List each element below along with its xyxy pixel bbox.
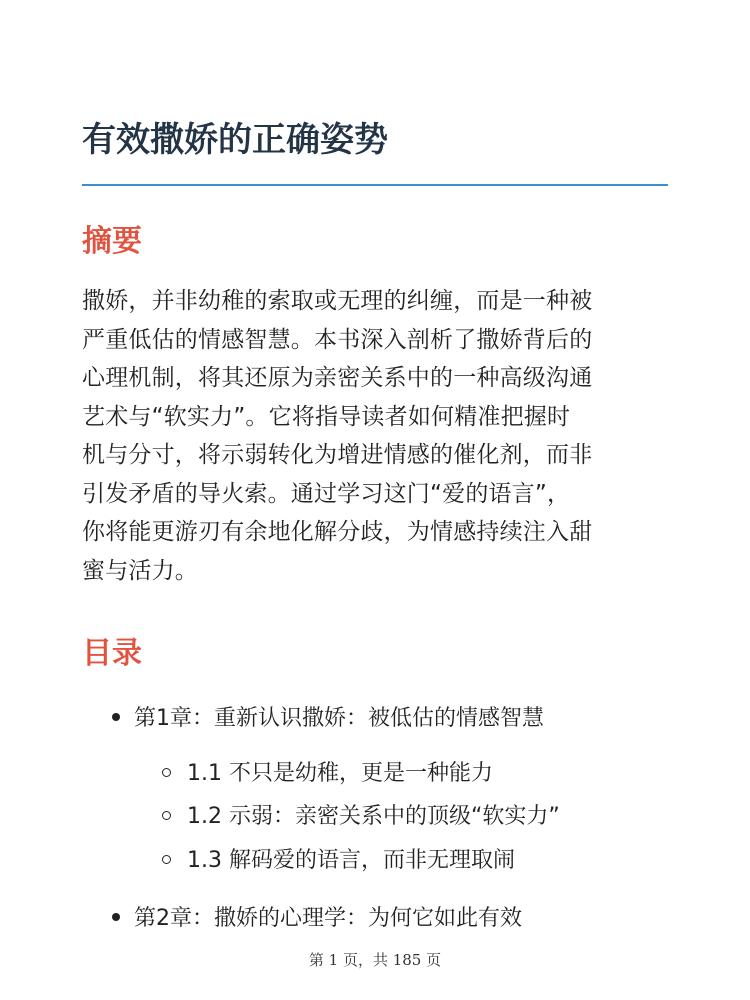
- toc-section-1-3[interactable]: [162, 845, 515, 877]
- toc-section-label: 1.1 不只是幼稚，更是一种能力: [187, 761, 493, 786]
- toc-chapter-1[interactable]: [112, 703, 544, 735]
- toc-chapter-label: 第1章：重新认识撒娇：被低估的情感智慧: [134, 706, 544, 731]
- toc-chapter-label: 第2章：撒娇的心理学：为何它如此有效: [134, 906, 522, 931]
- page-number-footer: 第 1 页，共 185 页: [308, 951, 442, 969]
- toc-chapter-2[interactable]: [112, 903, 522, 935]
- bullet-icon: [112, 713, 120, 721]
- circle-bullet-icon: [162, 811, 171, 820]
- abstract-line: 严重低估的情感智慧。本书深入剖析了撒娇背后的: [82, 326, 593, 353]
- document-title: 有效撒娇的正确姿势: [82, 120, 388, 160]
- abstract-line: 你将能更游刃有余地化解分歧，为情感持续注入甜: [82, 519, 593, 545]
- abstract-line: 心理机制，将其还原为亲密关系中的一种高级沟通: [82, 365, 593, 391]
- bullet-icon: [112, 913, 120, 921]
- toc-heading: 目录: [82, 636, 142, 671]
- title-divider: [82, 184, 668, 186]
- abstract-paragraph: [82, 282, 672, 590]
- circle-bullet-icon: [162, 855, 171, 864]
- abstract-line: 引发矛盾的导火索。通过学习这门“爱的语言”，: [82, 480, 571, 507]
- abstract-line: 蜜与活力。: [82, 557, 198, 584]
- abstract-heading: 摘要: [82, 224, 142, 259]
- toc-section-label: 1.3 解码爱的语言，而非无理取闹: [187, 848, 515, 873]
- abstract-line: 撒娇，并非幼稚的索取或无理的纠缠，而是一种被: [82, 288, 593, 314]
- abstract-line: 艺术与“软实力”。它将指导读者如何精准把握时: [82, 403, 571, 430]
- toc-section-label: 1.2 示弱：亲密关系中的顶级“软实力”: [187, 804, 560, 829]
- circle-bullet-icon: [162, 768, 171, 777]
- toc-section-1-2[interactable]: [162, 801, 560, 833]
- toc-section-1-1[interactable]: [162, 758, 493, 790]
- abstract-line: 机与分寸，将示弱转化为增进情感的催化剂，而非: [82, 442, 593, 468]
